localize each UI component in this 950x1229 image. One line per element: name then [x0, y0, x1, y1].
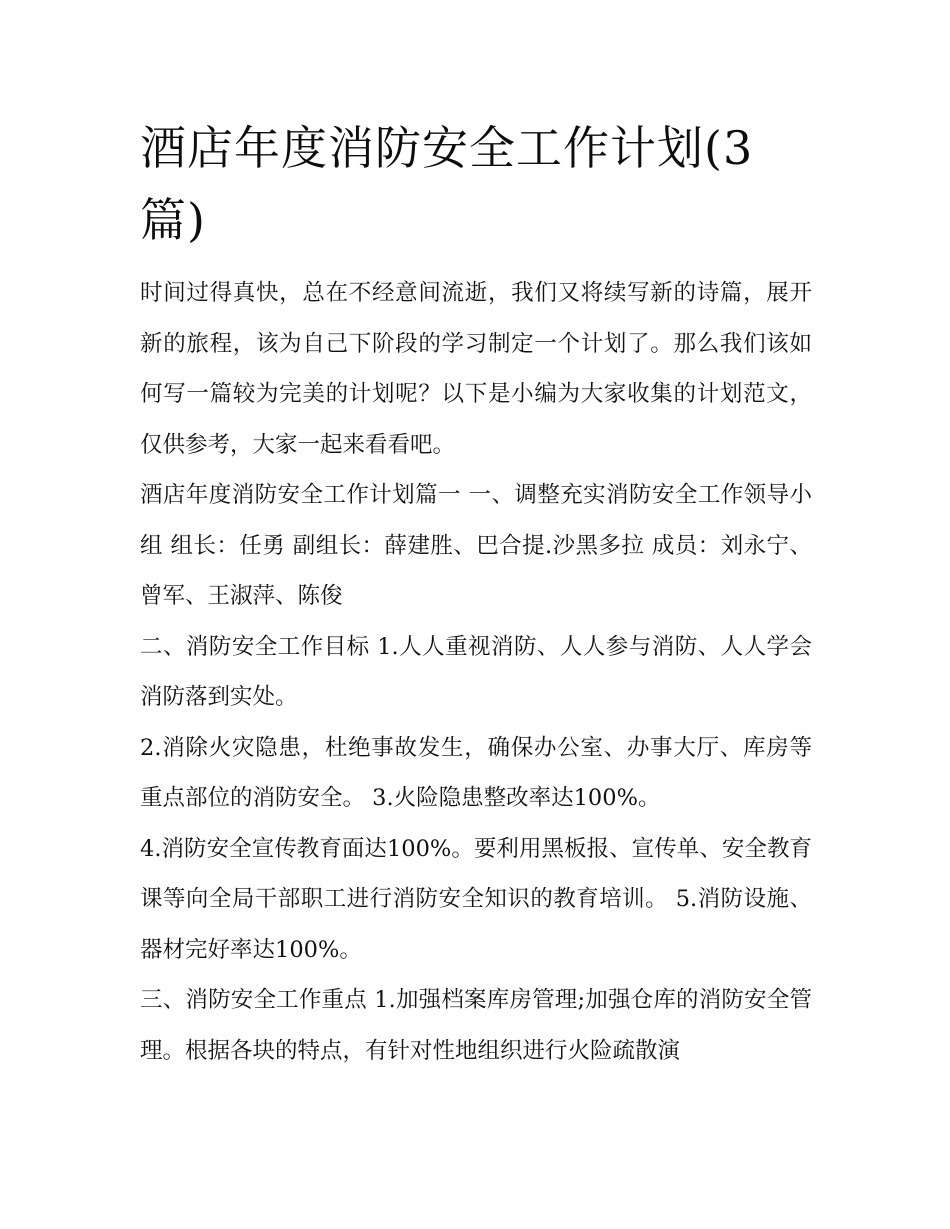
paragraph-leadership-group: 酒店年度消防安全工作计划篇一 一、调整充实消防安全工作领导小组 组长：任勇 副组长：薛建胜、巴合提.沙黑多拉 成员：刘永宁、曾军、王淑萍、陈俊 — [140, 482, 812, 609]
paragraph-safety-goals: 二、消防安全工作目标 1.人人重视消防、人人参与消防、人人学会消防落到实处。 — [140, 633, 812, 710]
paragraph-education-coverage: 4.消防安全宣传教育面达100%。要利用黑板报、宣传单、安全教育课等向全局干部职工进行消防安全知识的教育培训。 5.消防设施、器材完好率达100%。 — [140, 835, 812, 963]
paragraph-work-focus: 三、消防安全工作重点 1.加强档案库房管理;加强仓库的消防安全管理。根据各块的特点，有针对性地组织进行火险疏散演 — [140, 987, 812, 1064]
paragraph-hazard-elimination: 2.消除火灾隐患，杜绝事故发生，确保办公室、办事大厅、库房等重点部位的消防安全。 3.火险隐患整改率达100%。 — [140, 734, 812, 811]
paragraph-intro: 时间过得真快，总在不经意间流逝，我们又将续写新的诗篇，展开新的旅程，该为自己下阶段的学习制定一个计划了。那么我们该如何写一篇较为完美的计划呢？以下是小编为大家收集的计划范文，仅供参考，大家一起来看看吧。 — [140, 280, 812, 458]
document-body — [140, 112, 812, 1076]
document-title: 酒店年度消防安全工作计划(3篇) — [140, 121, 754, 247]
